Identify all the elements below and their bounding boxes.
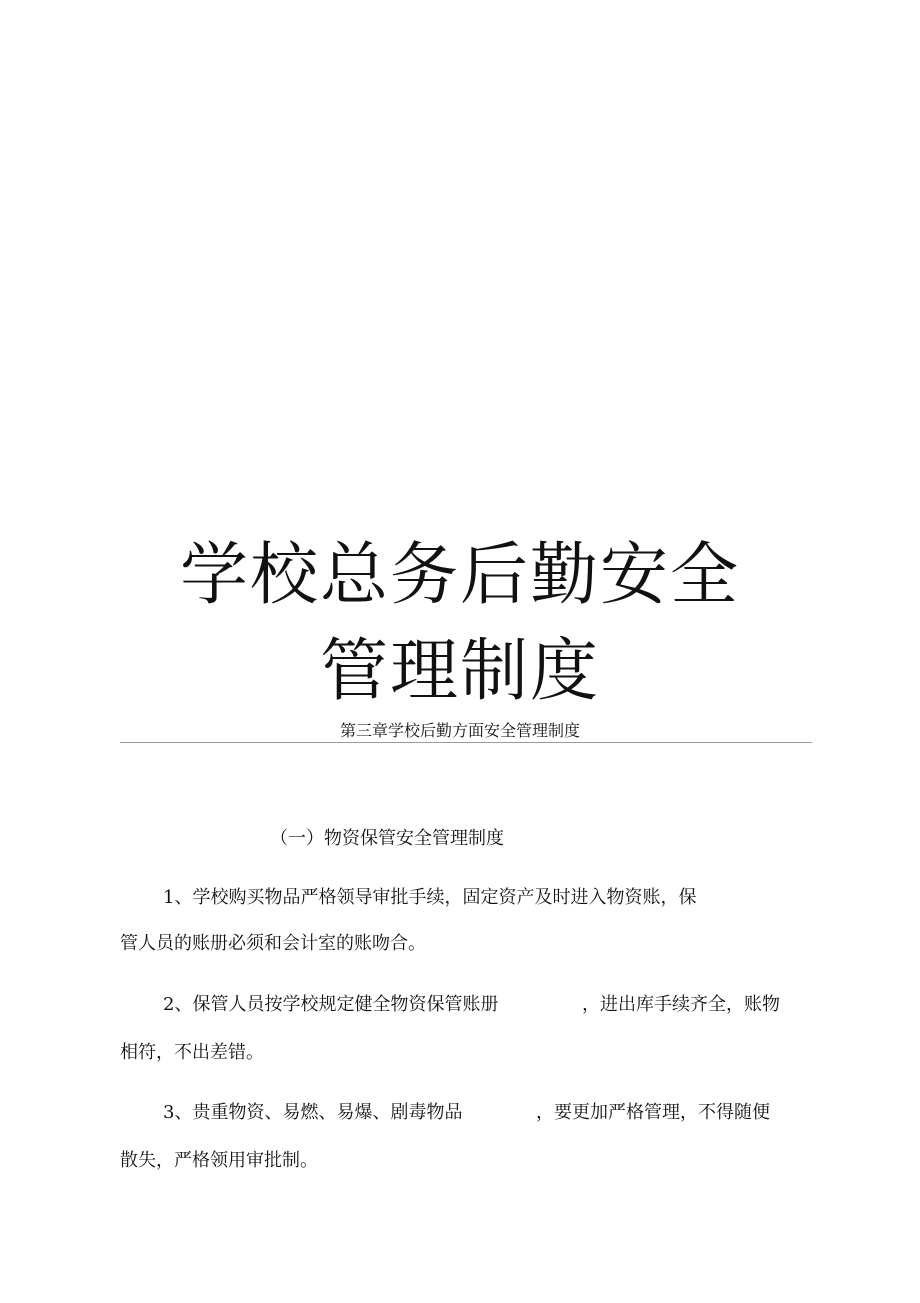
item-2-line-2: 相符，不出差错。 — [120, 1042, 264, 1063]
item-3-line-1-part-b: ，要更加严格管理，不得随便 — [536, 1102, 770, 1123]
item-2-line-1-part-b: ，进出库手续齐全，账物 — [582, 994, 780, 1015]
section-heading: （一）物资保管安全管理制度 — [270, 828, 504, 849]
document-title-line-2: 管理制度 — [319, 632, 600, 711]
horizontal-rule — [120, 742, 812, 743]
item-3-line-1-part-a: 3、贵重物资、易燃、易爆、剧毒物品 — [163, 1102, 463, 1123]
item-3-line-2: 散失，严格领用审批制。 — [120, 1150, 318, 1171]
chapter-heading: 第三章学校后勤方面安全管理制度 — [339, 721, 580, 740]
item-1-line-2: 管人员的账册必须和会计室的账吻合。 — [120, 933, 426, 954]
item-2-line-1-part-a: 2、保管人员按学校规定健全物资保管账册 — [163, 994, 499, 1015]
item-1-line-1: 1、学校购买物品严格领导审批手续，固定资产及时进入物资账，保 — [163, 887, 697, 908]
document-title-line-1: 学校总务后勤安全 — [179, 536, 740, 615]
